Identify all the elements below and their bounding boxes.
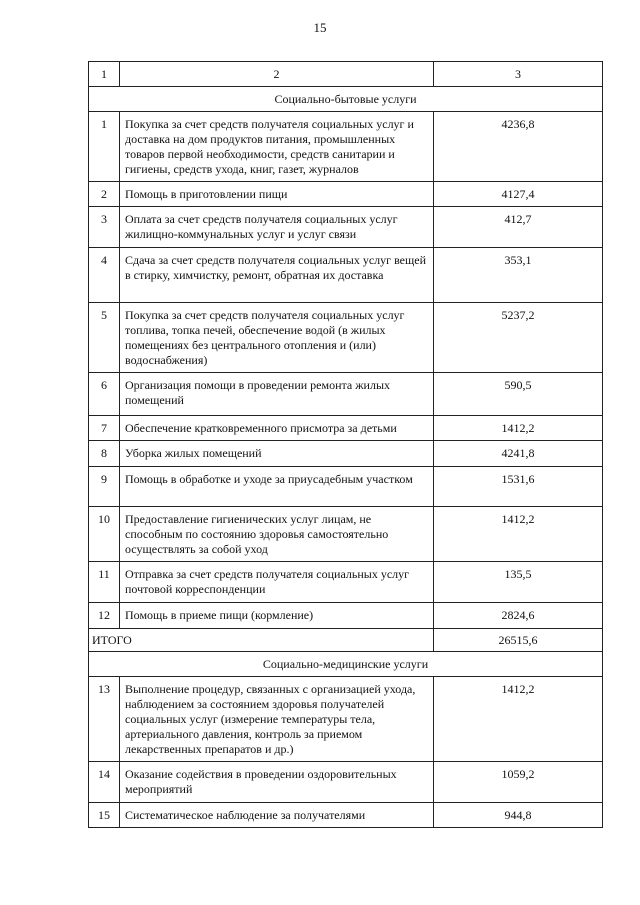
table-row (89, 803, 603, 828)
row-number: 13 (89, 677, 120, 762)
page-number: 15 (313, 20, 327, 35)
row-service-name: Помощь в приеме пищи (кормление) (120, 603, 434, 629)
row-service-name: Покупка за счет средств получателя социальных услуг и доставка на дом продуктов питания, промышленных товаров первой необходимости, средств санитарии и гигиены, средств ухода, книг, газет, журналов (120, 112, 434, 182)
row-value: 135,5 (434, 562, 603, 603)
row-number: 5 (89, 303, 120, 373)
table-row (89, 467, 603, 507)
row-value: 2824,6 (434, 603, 603, 629)
total-label: ИТОГО (89, 629, 434, 652)
row-number: 2 (89, 182, 120, 207)
table-row (89, 762, 603, 803)
total-row (89, 629, 603, 652)
table-row (89, 248, 603, 303)
total-value: 26515,6 (434, 629, 603, 652)
row-value: 1412,2 (434, 416, 603, 441)
row-service-name: Сдача за счет средств получателя социальных услуг вещей в стирку, химчистку, ремонт, обратная их доставка (120, 248, 434, 303)
section-title: Социально-бытовые услуги (89, 87, 603, 112)
row-value: 1412,2 (434, 507, 603, 562)
row-number: 4 (89, 248, 120, 303)
services-table (88, 61, 603, 828)
row-service-name: Помощь в обработке и уходе за приусадебным участком (120, 467, 434, 507)
row-number: 10 (89, 507, 120, 562)
row-number: 7 (89, 416, 120, 441)
row-value: 1412,2 (434, 677, 603, 762)
row-value: 4236,8 (434, 112, 603, 182)
table-row (89, 373, 603, 416)
table-row (89, 677, 603, 762)
table-row (89, 441, 603, 467)
row-service-name: Покупка за счет средств получателя социальных услуг топлива, топка печей, обеспечение водой (в жилых помещениях без центрального отопления и (или) водоснабжения) (120, 303, 434, 373)
row-value: 944,8 (434, 803, 603, 828)
row-service-name: Систематическое наблюдение за получателями (120, 803, 434, 828)
row-service-name: Предоставление гигиенических услуг лицам, не способным по состоянию здоровья самостоятельно осуществлять за собой уход (120, 507, 434, 562)
row-value: 1531,6 (434, 467, 603, 507)
row-service-name: Оказание содействия в проведении оздоровительных мероприятий (120, 762, 434, 803)
row-number: 14 (89, 762, 120, 803)
table-row (89, 562, 603, 603)
row-service-name: Выполнение процедур, связанных с организацией ухода, наблюдением за состоянием здоровья получателей социальных услуг (измерение температуры тела, артериального давления, контроль за приемом лекарственных препаратов и др.) (120, 677, 434, 762)
table-row (89, 112, 603, 182)
row-number: 15 (89, 803, 120, 828)
table-row (89, 182, 603, 207)
row-value: 412,7 (434, 207, 603, 248)
header-col-1: 1 (89, 62, 120, 87)
table-row (89, 603, 603, 629)
row-number: 1 (89, 112, 120, 182)
table-row (89, 507, 603, 562)
row-number: 9 (89, 467, 120, 507)
row-number: 8 (89, 441, 120, 467)
table-header-row (89, 62, 603, 87)
row-value: 4241,8 (434, 441, 603, 467)
row-number: 3 (89, 207, 120, 248)
row-service-name: Отправка за счет средств получателя социальных услуг почтовой корреспонденции (120, 562, 434, 603)
row-service-name: Организация помощи в проведении ремонта жилых помещений (120, 373, 434, 416)
section-title: Социально-медицинские услуги (89, 652, 603, 677)
table-row (89, 416, 603, 441)
row-value: 1059,2 (434, 762, 603, 803)
row-value: 353,1 (434, 248, 603, 303)
row-value: 590,5 (434, 373, 603, 416)
section-header-row (89, 87, 603, 112)
table-row (89, 207, 603, 248)
row-number: 12 (89, 603, 120, 629)
services-table-body (89, 62, 603, 828)
row-service-name: Оплата за счет средств получателя социальных услуг жилищно-коммунальных услуг и услуг связи (120, 207, 434, 248)
table-row (89, 303, 603, 373)
row-service-name: Обеспечение кратковременного присмотра за детьми (120, 416, 434, 441)
section-header-row (89, 652, 603, 677)
row-value: 5237,2 (434, 303, 603, 373)
row-service-name: Помощь в приготовлении пищи (120, 182, 434, 207)
header-col-2: 2 (120, 62, 434, 87)
row-number: 6 (89, 373, 120, 416)
header-col-3: 3 (434, 62, 603, 87)
row-number: 11 (89, 562, 120, 603)
row-value: 4127,4 (434, 182, 603, 207)
row-service-name: Уборка жилых помещений (120, 441, 434, 467)
